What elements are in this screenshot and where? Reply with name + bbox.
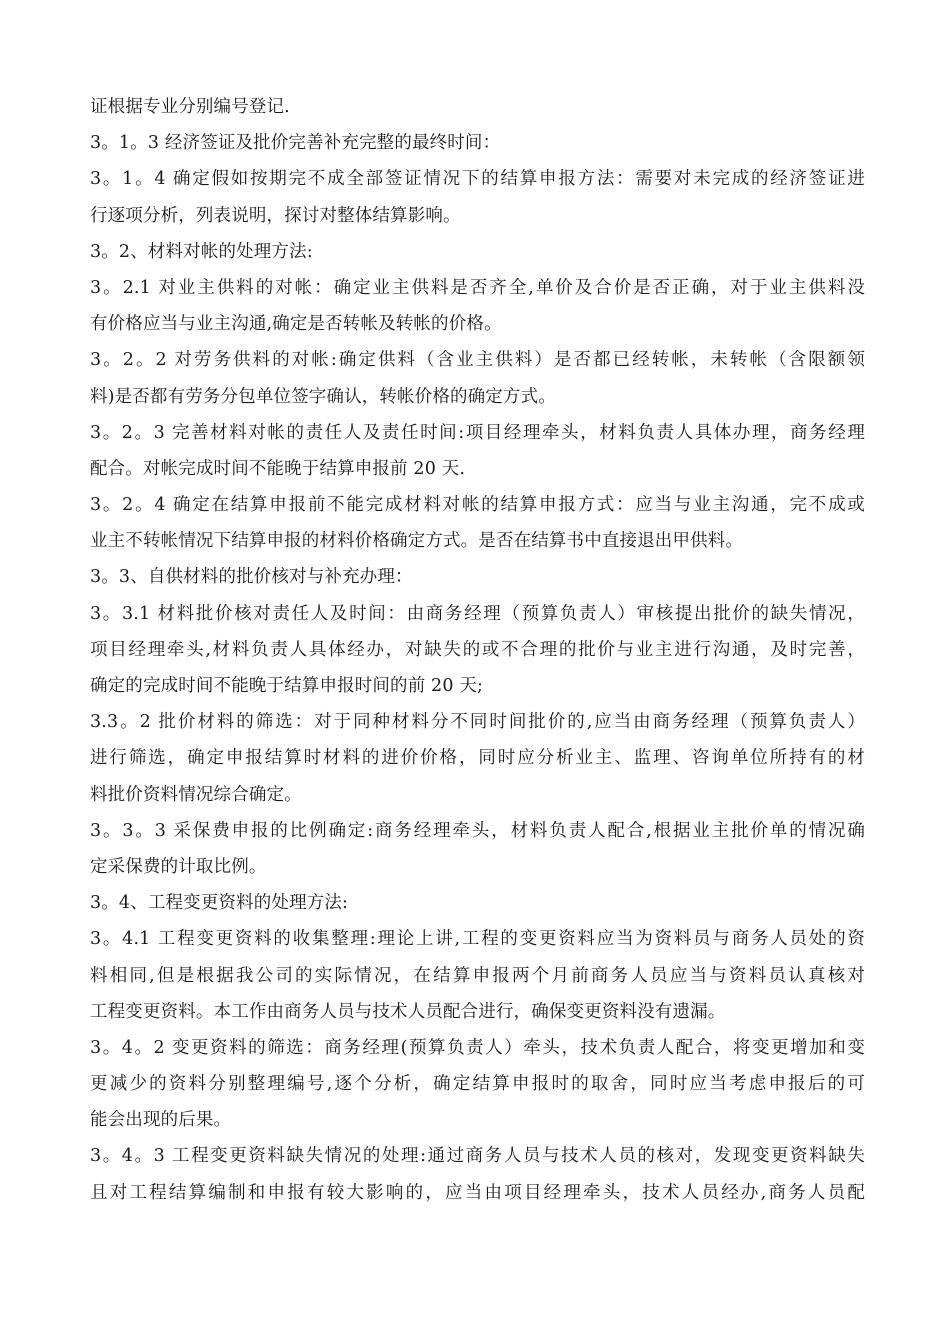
text-line: 3。4.1 工程变更资料的收集整理:理论上讲,工程的变更资料应当为资料员与商务人员处的资 xyxy=(90,929,865,950)
text-line: 3。2。4 确定在结算申报前不能完成材料对帐的结算申报方式：应当与业主沟通，完不成或 xyxy=(90,495,865,516)
text-line: 确定的完成时间不能晚于结算申报时间的前 20 天; xyxy=(90,676,484,696)
text-line: 工程变更资料。本工作由商务人员与技术人员配合进行，确保变更资料没有遗漏。 xyxy=(90,1001,726,1022)
text-line: 3。3.1 材料批价核对责任人及时间：由商务经理（预算负责人）审核提出批价的缺失情况， xyxy=(90,603,865,624)
text-line: 配合。对帐完成时间不能晚于结算申报前 20 天. xyxy=(90,458,466,479)
text-line: 3。2。3 完善材料对帐的责任人及责任时间:项目经理牵头，材料负责人具体办理，商务经理 xyxy=(90,422,865,443)
text-line: 料相同,但是根据我公司的实际情况，在结算申报两个月前商务人员应当与资料员认真核对 xyxy=(90,965,865,986)
text-line: 3。2.1 对业主供料的对帐：确定业主供料是否齐全,单价及合价是否正确，对于业主供料没 xyxy=(90,277,865,298)
text-line: 3。2、材料对帐的处理方法: xyxy=(90,241,313,262)
document-body xyxy=(90,89,865,1211)
text-line: 料批价资料情况综合确定。 xyxy=(90,784,302,805)
text-line: 3。1。3 经济签证及批价完善补充完整的最终时间： xyxy=(90,133,501,154)
text-line: 3。2。2 对劳务供料的对帐:确定供料（含业主供料）是否都已经转帐，未转帐（含限额领 xyxy=(90,350,865,371)
text-line: 进行筛选，确定申报结算时材料的进价价格，同时应分析业主、监理、咨询单位所持有的材 xyxy=(90,748,865,769)
text-line: 3。4、工程变更资料的处理方法: xyxy=(90,893,349,914)
text-line: 证根据专业分别编号登记. xyxy=(90,97,290,117)
text-line: 料)是否都有劳务分包单位签字确认，转帐价格的确定方式。 xyxy=(90,386,556,407)
text-line: 3。1。4 确定假如按期完不成全部签证情况下的结算申报方法：需要对未完成的经济签证进 xyxy=(90,169,865,190)
text-line: 行逐项分析，列表说明，探讨对整体结算影响。 xyxy=(90,205,461,226)
text-line: 业主不转帐情况下结算申报的材料价格确定方式。是否在结算书中直接退出甲供料。 xyxy=(90,531,744,552)
text-line: 3。3。3 采保费申报的比例确定:商务经理牵头，材料负责人配合,根据业主批价单的情况确 xyxy=(90,820,865,841)
text-line: 且对工程结算编制和申报有较大影响的，应当由项目经理牵头，技术人员经办,商务人员配 xyxy=(90,1182,865,1203)
text-line: 3.3。2 批价材料的筛选：对于同种材料分不同时间批价的,应当由商务经理（预算负责人） xyxy=(90,712,865,733)
text-line: 定采保费的计取比例。 xyxy=(90,856,267,877)
text-line: 有价格应当与业主沟通,确定是否转帐及转帐的价格。 xyxy=(90,314,502,335)
text-line: 能会出现的后果。 xyxy=(90,1110,232,1131)
text-line: 3。4。3 工程变更资料缺失情况的处理:通过商务人员与技术人员的核对，发现变更资料缺失 xyxy=(90,1146,865,1167)
text-line: 3。4。2 变更资料的筛选：商务经理(预算负责人）牵头，技术负责人配合，将变更增加和变 xyxy=(90,1037,865,1058)
text-line: 项目经理牵头,材料负责人具体经办，对缺失的或不合理的批价与业主进行沟通，及时完善， xyxy=(90,639,865,660)
text-line: 3。3、自供材料的批价核对与补充办理： xyxy=(90,567,413,588)
text-line: 更减少的资料分别整理编号,逐个分析，确定结算申报时的取舍，同时应当考虑申报后的可 xyxy=(90,1074,865,1095)
